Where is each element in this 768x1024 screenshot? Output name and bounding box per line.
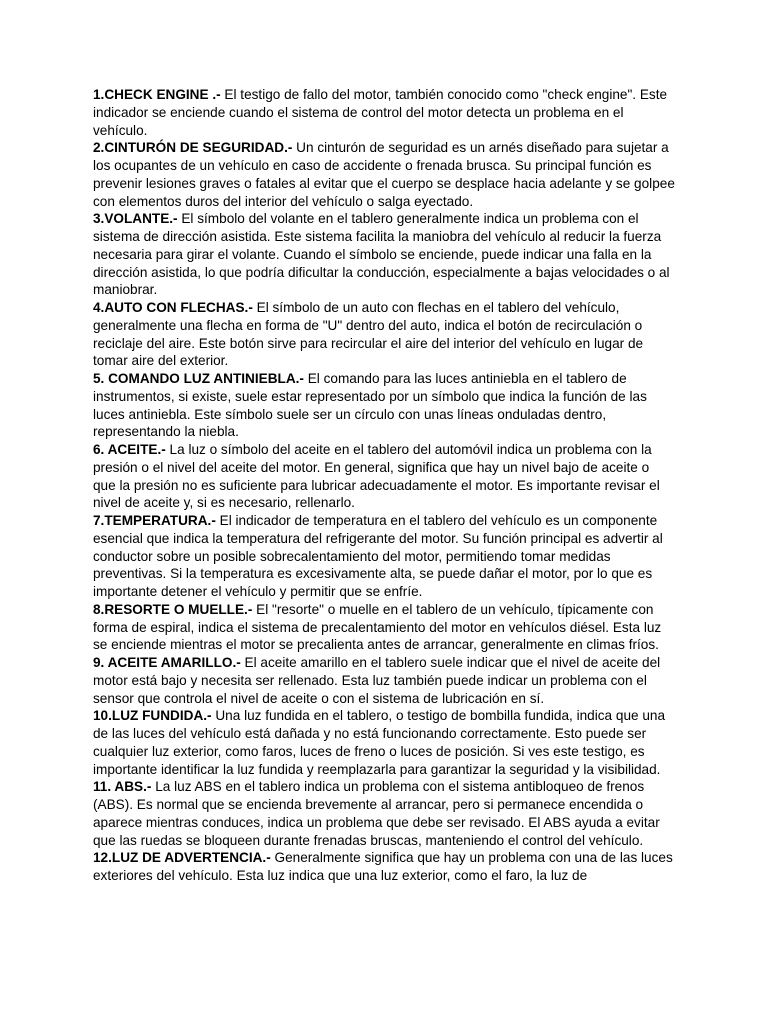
- entry-text: Un cinturón de seguridad es un arnés diseñado para sujetar a los ocupantes de un vehículo en caso de accidente o frenada brusca. Su principal función es prevenir lesiones graves o fatales al evitar que el cuerpo se desplace hacia adelante y se golpee con elementos duros del interior del vehículo o salga eyectado.: [93, 140, 675, 209]
- entry-volante: [93, 210, 675, 299]
- entry-temperatura: [93, 512, 675, 601]
- entry-heading: 4.AUTO CON FLECHAS.-: [93, 300, 253, 315]
- entry-cinturon-de-seguridad: [93, 139, 675, 210]
- entry-heading: 5. COMANDO LUZ ANTINIEBLA.-: [93, 371, 304, 386]
- entry-text: El aceite amarillo en el tablero suele indicar que el nivel de aceite del motor está bajo y necesita ser rellenado. Esta luz también puede indicar un problema con el sensor que controla el nivel de aceite o con el sistema de lubricación en sí.: [93, 655, 661, 706]
- entry-text: El símbolo del volante en el tablero generalmente indica un problema con el sistema de dirección asistida. Este sistema facilita la maniobra del vehículo al reducir la fuerza necesaria para girar el volante. Cuando el símbolo se enciende, puede indicar una falla en la dirección asistida, lo que podría dificultar la conducción, especialmente a bajas velocidades o al maniobrar.: [93, 211, 670, 298]
- entry-heading: 11. ABS.-: [93, 779, 152, 795]
- entry-text: Generalmente significa que hay un problema con una de las luces exteriores del vehículo. Esta luz indica que una luz exterior, como el faro, la luz de: [93, 850, 673, 883]
- entry-heading: 12.LUZ DE ADVERTENCIA.-: [93, 850, 271, 866]
- entry-text: El indicador de temperatura en el tablero del vehículo es un componente esencial que indica la temperatura del refrigerante del motor. Su función principal es advertir al conductor sobre un posible sobrecalentamiento del motor, permitiendo tomar medidas preventivas. Si la temperatura es excesivamente alta, se puede dañar el motor, por lo que es importante detener el vehículo y permitir que se enfríe.: [93, 513, 663, 599]
- entry-text: El testigo de fallo del motor, también conocido como "check engine". Este indicador se enciende cuando el sistema de control del motor detecta un problema en el vehículo.: [93, 87, 668, 138]
- entry-text: Una luz fundida en el tablero, o testigo de bombilla fundida, indica que una de las luces del vehículo está dañada y no está funcionando correctamente. Esto puede ser cualquier luz exterior, como faros, luces de freno o luces de posición. Si ves este testigo, es importante identificar la luz fundida y reemplazarla para garantizar la seguridad y la visibilidad.: [93, 708, 666, 777]
- entry-auto-con-flechas: [93, 299, 675, 370]
- entry-text: El "resorte" o muelle en el tablero de un vehículo, típicamente con forma de espiral, indica el sistema de precalentamiento del motor en vehículos diésel. Esta luz se enciende mientras el motor se precalienta antes de arrancar, generalmente en climas fríos.: [93, 601, 662, 653]
- entry-aceite-amarillo: [93, 654, 675, 707]
- entry-comando-luz-antiniebla: [93, 370, 675, 441]
- document-body: [93, 86, 675, 885]
- entry-luz-de-advertencia: [93, 849, 675, 885]
- entry-heading: 9. ACEITE AMARILLO.-: [93, 655, 241, 670]
- entry-heading: 10.LUZ FUNDIDA.-: [93, 708, 212, 724]
- entry-heading: 3.VOLANTE.-: [93, 211, 178, 227]
- entry-check-engine: [93, 86, 675, 139]
- entry-text: El comando para las luces antiniebla en el tablero de instrumentos, si existe, suele estar representado por un símbolo que indica la función de las luces antiniebla. Este símbolo suele ser un círculo con unas líneas onduladas dentro, representando la niebla.: [93, 371, 647, 440]
- entry-heading: 7.TEMPERATURA.-: [93, 513, 216, 528]
- entry-text: La luz ABS en el tablero indica un problema con el sistema antibloqueo de frenos (ABS). Es normal que se encienda brevemente al arrancar, pero si permanece encendida o aparece mientras conduces, indica un problema que debe ser revisado. El ABS ayuda a evitar que las ruedas se bloqueen durante frenadas bruscas, manteniendo el control del vehículo.: [93, 779, 660, 848]
- entry-resorte-o-muelle: [93, 601, 675, 654]
- entry-text: La luz o símbolo del aceite en el tablero del automóvil indica un problema con la presión o el nivel del aceite del motor. En general, significa que hay un nivel bajo de aceite o que la presión no es suficiente para lubricar adecuadamente el motor. Es importante revisar el nivel de aceite y, si es necesario, rellenarlo.: [93, 442, 660, 511]
- entry-aceite: [93, 441, 675, 512]
- entry-heading: 8.RESORTE O MUELLE.-: [93, 601, 253, 617]
- entry-heading: 1.CHECK ENGINE .-: [93, 87, 221, 102]
- entry-abs: [93, 778, 675, 849]
- entry-heading: 2.CINTURÓN DE SEGURIDAD.-: [93, 140, 293, 156]
- entry-luz-fundida: [93, 707, 675, 778]
- entry-text: El símbolo de un auto con flechas en el tablero del vehículo, generalmente una flecha en forma de "U" dentro del auto, indica el botón de recirculación o reciclaje del aire. Este botón sirve para recircular el aire del interior del vehículo en lugar de tomar aire del exterior.: [93, 300, 644, 369]
- entry-heading: 6. ACEITE.-: [93, 442, 166, 457]
